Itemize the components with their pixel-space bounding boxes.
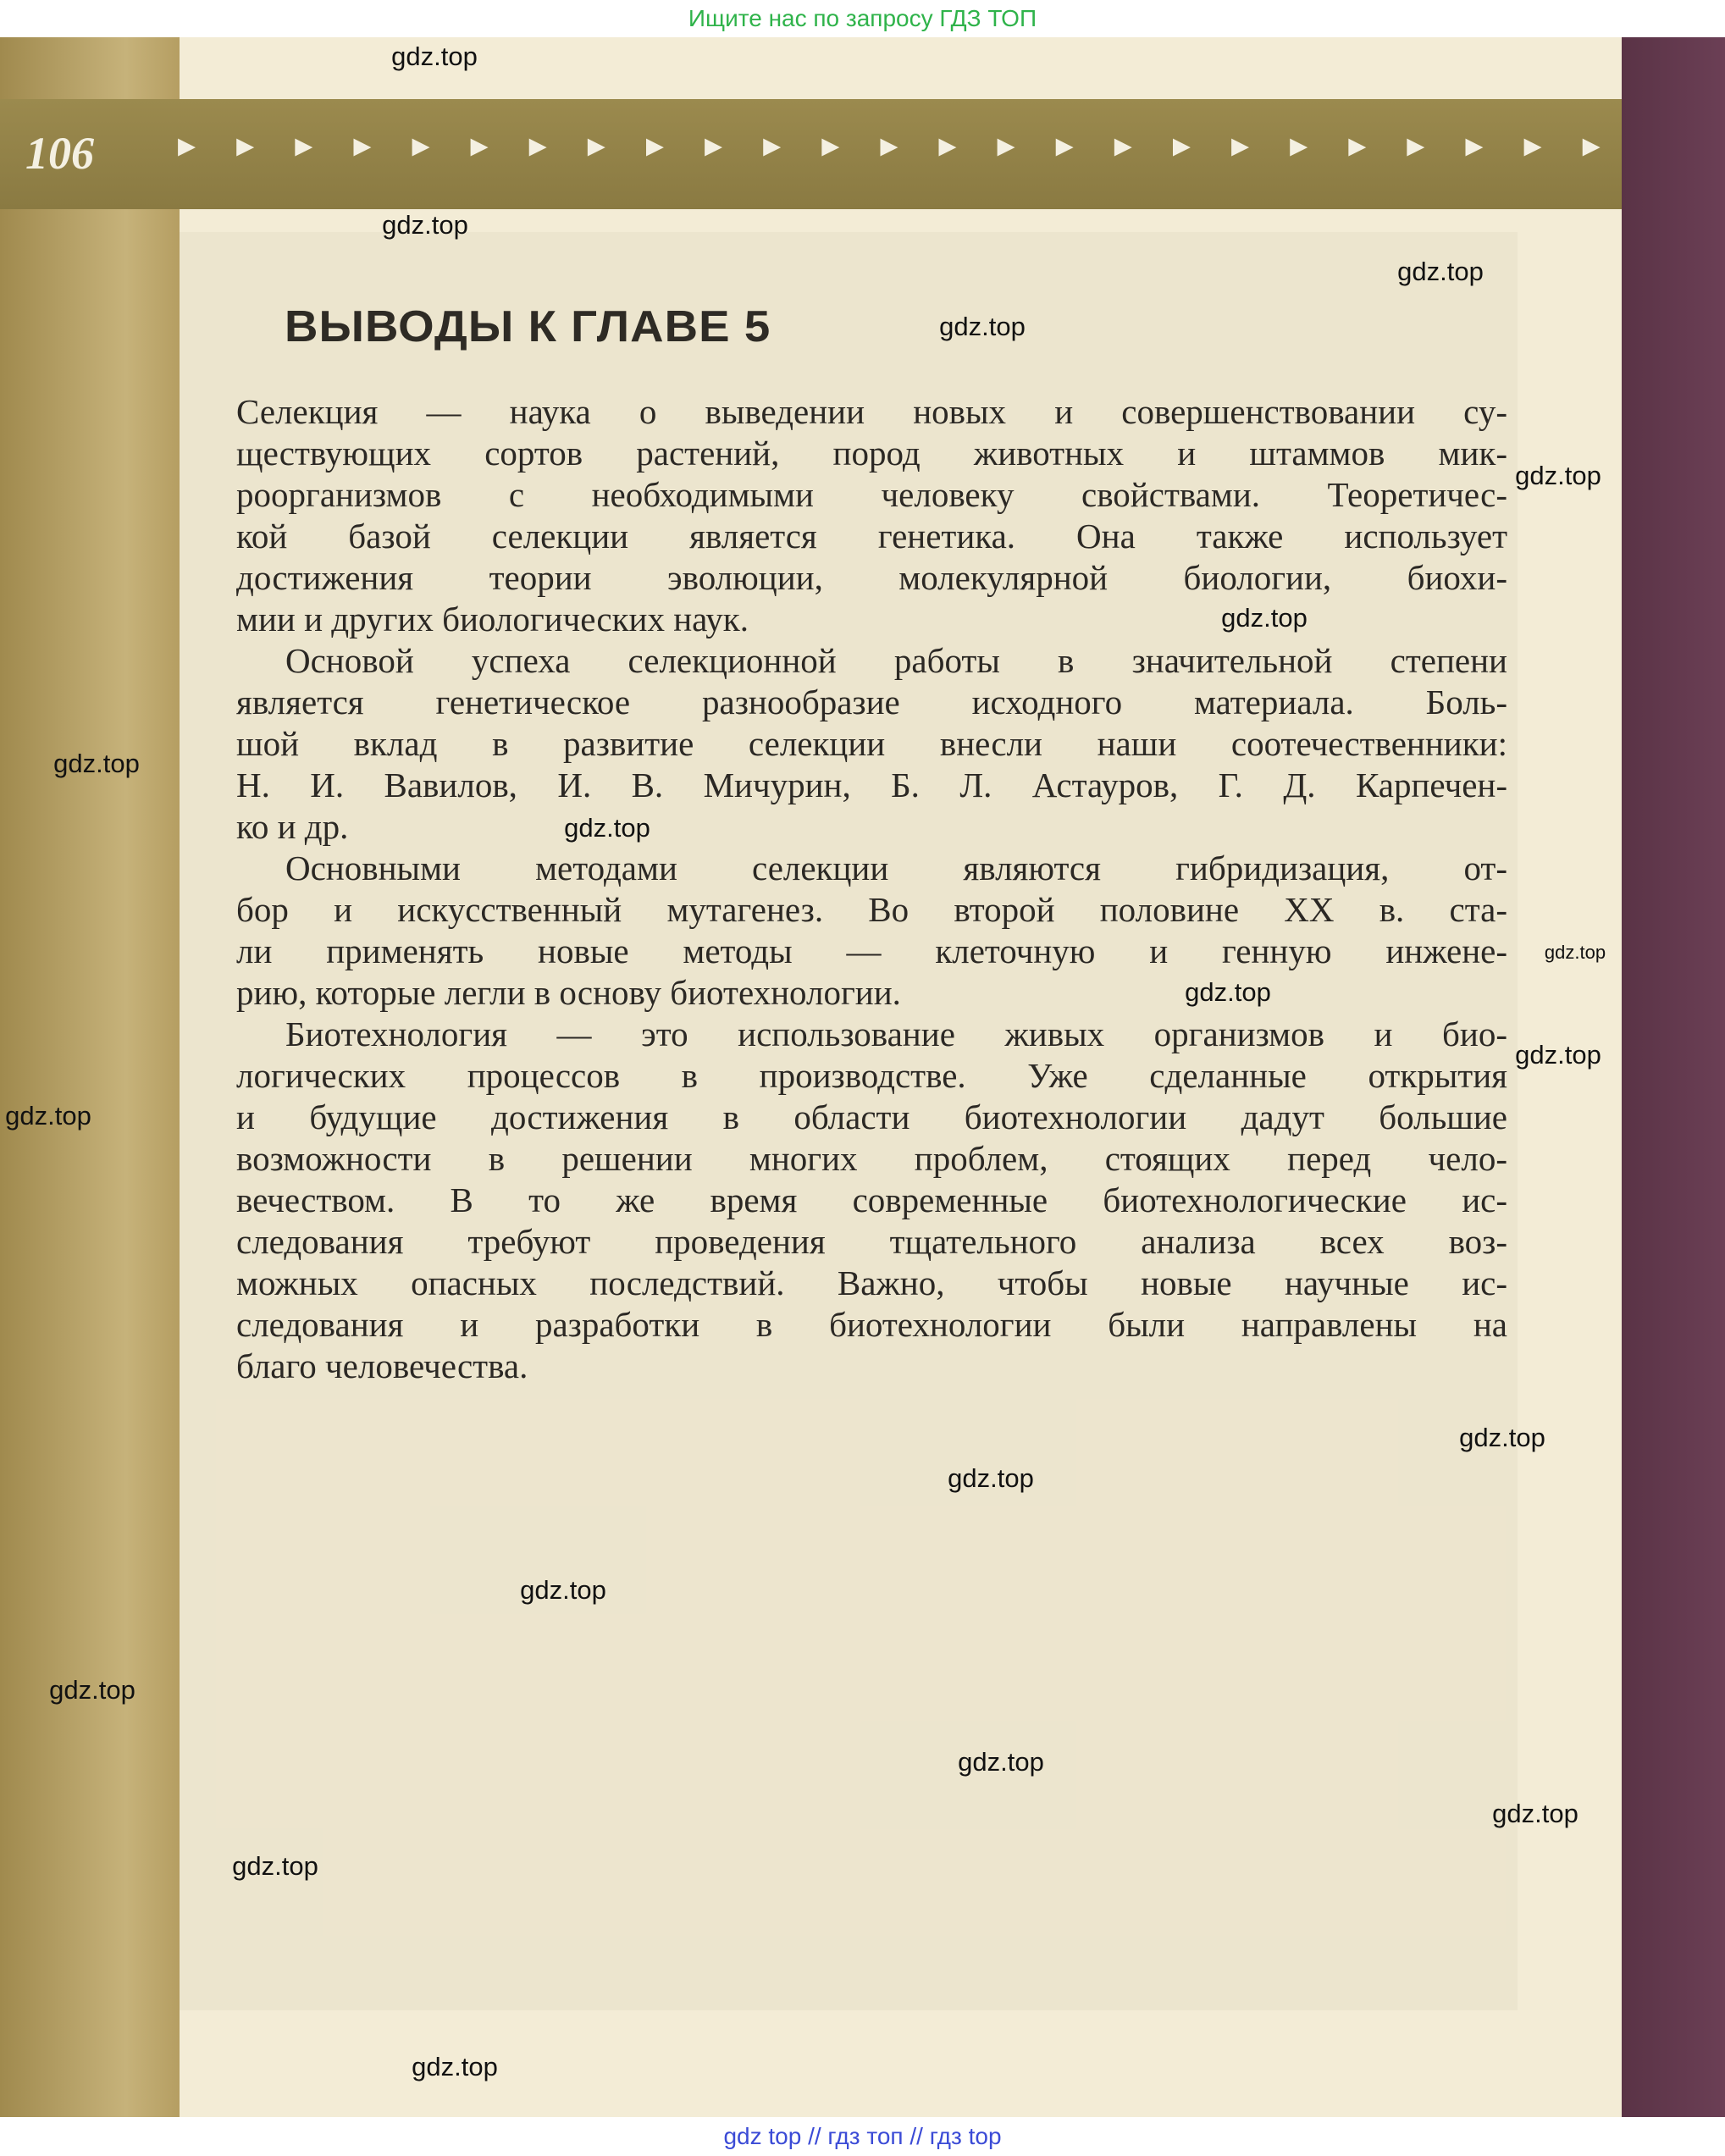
text-line: Основными методами селекции являются гибридизация, от- — [285, 849, 1507, 887]
watermark: gdz.top — [382, 210, 468, 240]
watermark: gdz.top — [49, 1675, 135, 1705]
watermark: gdz.top — [520, 1575, 606, 1605]
text-line: ществующих сортов растений, пород животных и штаммов мик- — [236, 434, 1507, 473]
watermark: gdz.top — [1515, 461, 1601, 490]
animal-icon: ▸ — [645, 124, 664, 164]
text-line: бор и искусственный мутагенез. Во второй половине XX в. ста- — [236, 890, 1507, 929]
animal-icon: ▸ — [1348, 124, 1367, 164]
watermark: gdz.top — [412, 2052, 498, 2081]
animal-icon: ▸ — [821, 124, 840, 164]
animal-icon: ▸ — [1055, 124, 1074, 164]
text-line: Основой успеха селекционной работы в значительной степени — [285, 641, 1507, 680]
watermark: gdz.top — [948, 1463, 1034, 1493]
text-line: и будущие достижения в области биотехнологии дадут большие — [236, 1097, 1507, 1136]
animal-icon: ▸ — [997, 124, 1015, 164]
animal-icon: ▸ — [353, 124, 372, 164]
animal-icon: ▸ — [1465, 124, 1484, 164]
text-line: Н. И. Вавилов, И. В. Мичурин, Б. Л. Астауров, Г. Д. Карпечен- — [236, 766, 1507, 804]
animal-icon: ▸ — [1172, 124, 1191, 164]
watermark: gdz.top — [1544, 942, 1606, 963]
text-line: следования требуют проведения тщательного анализа всех воз- — [236, 1222, 1507, 1261]
watermark: gdz.top — [939, 312, 1026, 341]
watermark: gdz.top — [1492, 1799, 1578, 1828]
animal-icon: ▸ — [178, 124, 196, 164]
animal-icon: ▸ — [587, 124, 605, 164]
text-line: кой базой селекции является генетика. Она также использует — [236, 517, 1507, 556]
animal-icon: ▸ — [412, 124, 430, 164]
text-line: рию, которые легли в основу биотехнологии. — [236, 973, 901, 1012]
watermark: gdz.top — [1459, 1423, 1545, 1452]
chapter-title: ВЫВОДЫ К ГЛАВЕ 5 — [285, 302, 771, 351]
text-line: ко и др. — [236, 807, 349, 846]
watermark: gdz.top — [391, 41, 478, 71]
text-line: вечеством. В то же время современные биотехнологические ис- — [236, 1180, 1507, 1219]
text-line: можных опасных последствий. Важно, чтобы новые научные ис- — [236, 1263, 1507, 1302]
watermark: gdz.top — [564, 813, 650, 843]
animal-silhouettes-decoration — [178, 119, 1601, 169]
watermark: gdz.top — [232, 1851, 318, 1881]
text-line: достижения теории эволюции, молекулярной биологии, биохи- — [236, 558, 1507, 597]
text-line: ли применять новые методы — клеточную и генную инжене- — [236, 932, 1507, 970]
animal-icon: ▸ — [236, 124, 255, 164]
animal-icon: ▸ — [1523, 124, 1542, 164]
animal-icon: ▸ — [528, 124, 547, 164]
text-line: благо человечества. — [236, 1346, 528, 1385]
left-page-edge — [0, 37, 180, 2117]
search-hint: Ищите нас по запросу ГДЗ ТОП — [688, 5, 1037, 31]
footer-links[interactable]: gdz top // гдз топ // гдз top — [0, 2117, 1725, 2156]
right-page-edge — [1622, 37, 1725, 2117]
page-number: 106 — [25, 128, 94, 179]
animal-icon: ▸ — [1407, 124, 1425, 164]
animal-icon: ▸ — [938, 124, 957, 164]
watermark: gdz.top — [1185, 977, 1271, 1007]
text-line: следования и разработки в биотехнологии были направлены на — [236, 1305, 1507, 1344]
text-line: логических процессов в производстве. Уже сделанные открытия — [236, 1056, 1507, 1095]
watermark: gdz.top — [5, 1101, 91, 1131]
text-line: является генетическое разнообразие исходного материала. Боль- — [236, 683, 1507, 721]
animal-icon: ▸ — [1114, 124, 1132, 164]
text-line: роорганизмов с необходимыми человеку свойствами. Теоретичес- — [236, 475, 1507, 514]
animal-icon: ▸ — [1290, 124, 1308, 164]
body-text — [236, 391, 1507, 1387]
animal-icon: ▸ — [470, 124, 489, 164]
animal-icon: ▸ — [763, 124, 782, 164]
watermark: gdz.top — [958, 1747, 1044, 1777]
watermark: gdz.top — [53, 749, 140, 778]
watermark: gdz.top — [1397, 257, 1484, 286]
text-line: шой вклад в развитие селекции внесли наши соотечественники: — [236, 724, 1507, 763]
animal-icon: ▸ — [880, 124, 898, 164]
animal-icon: ▸ — [1230, 124, 1250, 164]
text-line: Биотехнология — это использование живых организмов и био- — [285, 1014, 1507, 1053]
animal-icon: ▸ — [1582, 124, 1601, 164]
text-line: Селекция — наука о выведении новых и совершенствовании су- — [236, 392, 1507, 431]
animal-icon: ▸ — [295, 124, 313, 164]
text-line: мии и других биологических наук. — [236, 600, 749, 639]
text-line: возможности в решении многих проблем, стоящих перед чело- — [236, 1139, 1507, 1178]
animal-icon: ▸ — [704, 124, 723, 164]
watermark: gdz.top — [1515, 1040, 1601, 1070]
watermark: gdz.top — [1221, 603, 1308, 633]
